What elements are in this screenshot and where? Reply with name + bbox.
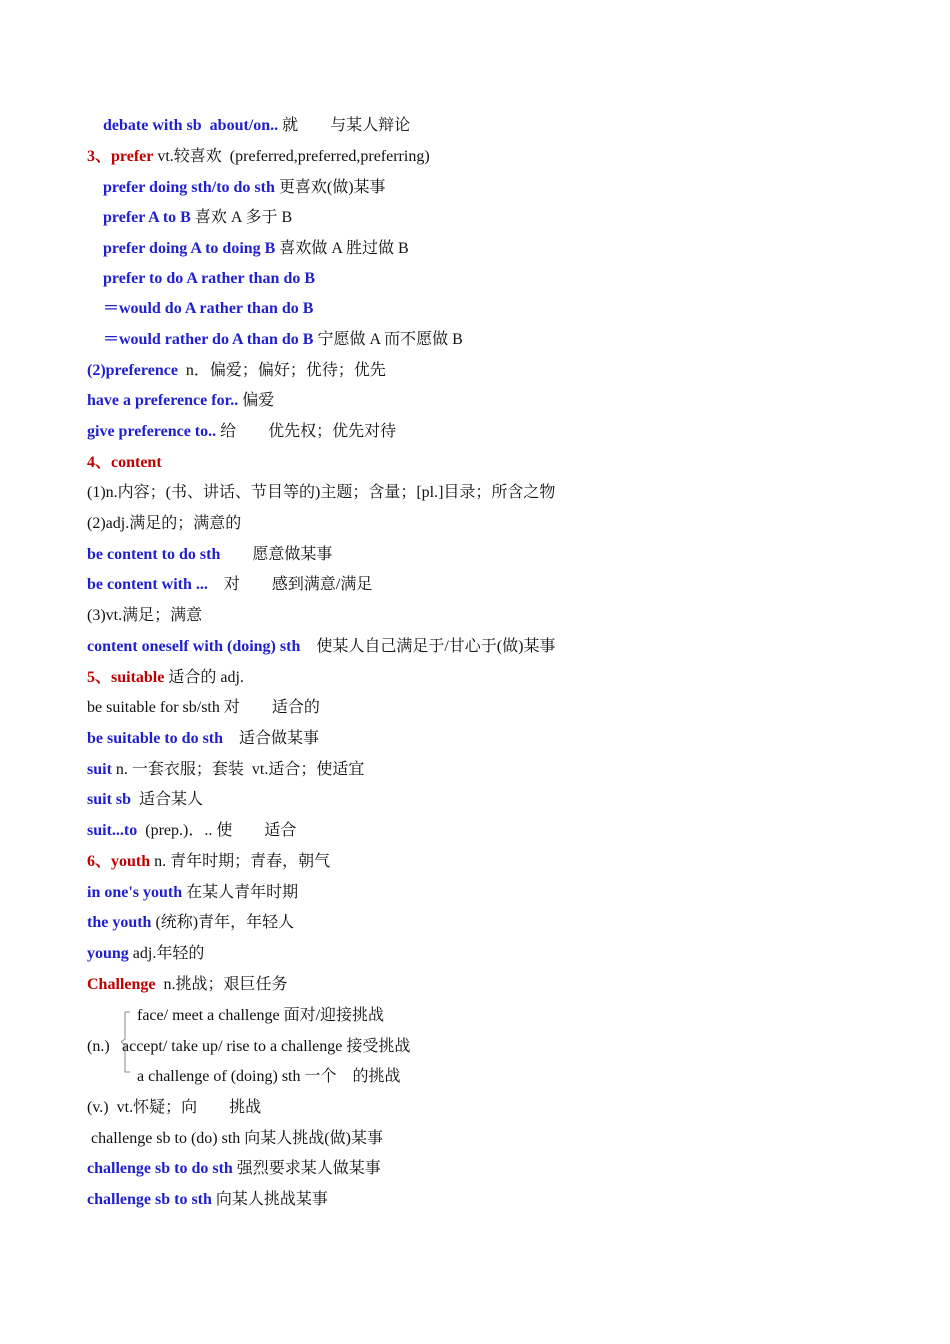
entry-prefer-doing [103,178,386,198]
meaning: 喜欢做 A 胜过做 B [275,240,409,257]
meaning: challenge sb to (do) sth 向某人挑战(做)某事 [87,1130,383,1147]
meaning: (n.) [87,1038,110,1055]
meaning: (v.) vt.怀疑；向 挑战 [87,1099,262,1116]
phrase: prefer to do A rather than do B [103,270,316,287]
meaning: accept/ take up/ rise to a challenge 接受挑战 [122,1038,411,1055]
meaning: 向某人挑战某事 [211,1191,328,1208]
entry-content-n [87,483,555,503]
entry-prefer-a-to-b [103,208,292,228]
entry-prefer-doing-a [103,239,409,259]
entry-suit-to [87,821,296,841]
entry-challenge-verb [87,1098,261,1118]
entry-young [87,944,204,964]
meaning: 更喜欢(做)某事 [274,179,386,196]
phrase: be content with ... [87,576,208,593]
entry-suitable-to [87,729,319,749]
phrase: (2)preference [87,362,178,379]
entry-prefer-to-do [103,269,315,289]
entry-suit-sb [87,790,203,810]
meaning: (prep.)．.. 使 适合 [137,822,297,839]
phrase: prefer doing sth/to do sth [103,179,275,196]
meaning: 适合做某事 [223,730,320,747]
meaning: 在某人青年时期 [182,884,299,901]
phrase: challenge sb to sth [87,1191,212,1208]
entry-accept-challenge [122,1037,410,1057]
meaning: 强烈要求某人做某事 [232,1160,381,1177]
meaning: 使某人自己满足于/甘心于(做)某事 [300,638,556,655]
meaning: adj.年轻的 [128,945,205,962]
meaning: 适合的 adj. [164,669,244,686]
entry-be-content-to [87,545,332,565]
phrase: be suitable to do sth [87,730,224,747]
phrase: challenge sb to do sth [87,1160,233,1177]
entry-would-rather [103,330,463,350]
meaning: n．偏爱；偏好；优待；优先 [177,362,386,379]
phrase: prefer A to B [103,209,191,226]
heading-word: Challenge [87,976,156,993]
entry-preference [87,361,386,381]
phrase: young [87,945,129,962]
meaning: 喜欢 A 多于 B [190,209,293,226]
entry-content-adj [87,514,241,534]
phrase: ＝would rather do A than do B [103,331,314,348]
phrase: ＝would do A rather than do B [103,300,314,317]
meaning: 给 优先权；优先对待 [216,423,397,440]
phrase: suit sb [87,791,132,808]
heading-youth [87,852,330,872]
phrase: suit [87,761,112,778]
entry-debate [103,116,410,136]
phrase: be content to do sth [87,546,221,563]
meaning: a challenge of (doing) sth 一个 的挑战 [137,1068,401,1085]
meaning: 愿意做某事 [220,546,333,563]
phrase: the youth [87,914,152,931]
entry-suit [87,760,364,780]
meaning: vt.较喜欢 (preferred,preferred,preferring) [153,148,430,165]
meaning: (3)vt.满足；满意 [87,607,203,624]
entry-challenge-of [137,1067,401,1087]
heading-content [87,453,162,473]
phrase: have a preference for.. [87,392,239,409]
phrase: content oneself with (doing) sth [87,638,301,655]
phrase: give preference to.. [87,423,217,440]
entry-in-ones-youth [87,883,298,903]
entry-face-challenge [137,1006,384,1026]
meaning: 宁愿做 A 而不愿做 B [313,331,463,348]
meaning: n. 青年时期；青春，朝气 [150,853,331,870]
phrase: in one's youth [87,884,183,901]
phrase: suit...to [87,822,138,839]
entry-challenge-demand [87,1159,381,1179]
meaning: (1)n.内容；(书、讲话、节目等的)主题；含量；[pl.]目录；所含之物 [87,484,556,501]
meaning: 就 与某人辩论 [278,117,411,134]
heading-challenge [87,975,287,995]
meaning: n.挑战；艰巨任务 [155,976,288,993]
entry-suitable-for [87,698,320,718]
entry-have-preference [87,391,274,411]
entry-be-content-with [87,575,372,595]
heading-word: 3、prefer [87,148,154,165]
meaning: 偏爱 [238,392,275,409]
meaning: be suitable for sb/sth 对 适合的 [87,699,320,716]
meaning: 对 感到满意/满足 [207,576,373,593]
entry-would-do [103,299,313,319]
entry-content-oneself [87,637,555,657]
label-noun [87,1037,110,1057]
entry-the-youth [87,913,294,933]
heading-prefer [87,147,430,167]
meaning: (2)adj.满足的；满意的 [87,515,242,532]
meaning: 适合某人 [131,791,204,808]
phrase: prefer doing A to doing B [103,240,276,257]
meaning: face/ meet a challenge 面对/迎接挑战 [137,1007,385,1024]
entry-content-vt [87,606,202,626]
meaning: n. 一套衣服；套装 vt.适合；使适宜 [111,761,365,778]
heading-suitable [87,668,244,688]
heading-word: 4、content [87,454,162,471]
phrase: debate with sb about/on.. [103,117,279,134]
meaning: (统称)青年，年轻人 [151,914,295,931]
entry-challenge-sb-to-do [87,1129,383,1149]
entry-challenge-sb-to-sth [87,1190,328,1210]
heading-word: 6、youth [87,853,151,870]
entry-give-preference [87,422,396,442]
heading-word: 5、suitable [87,669,165,686]
